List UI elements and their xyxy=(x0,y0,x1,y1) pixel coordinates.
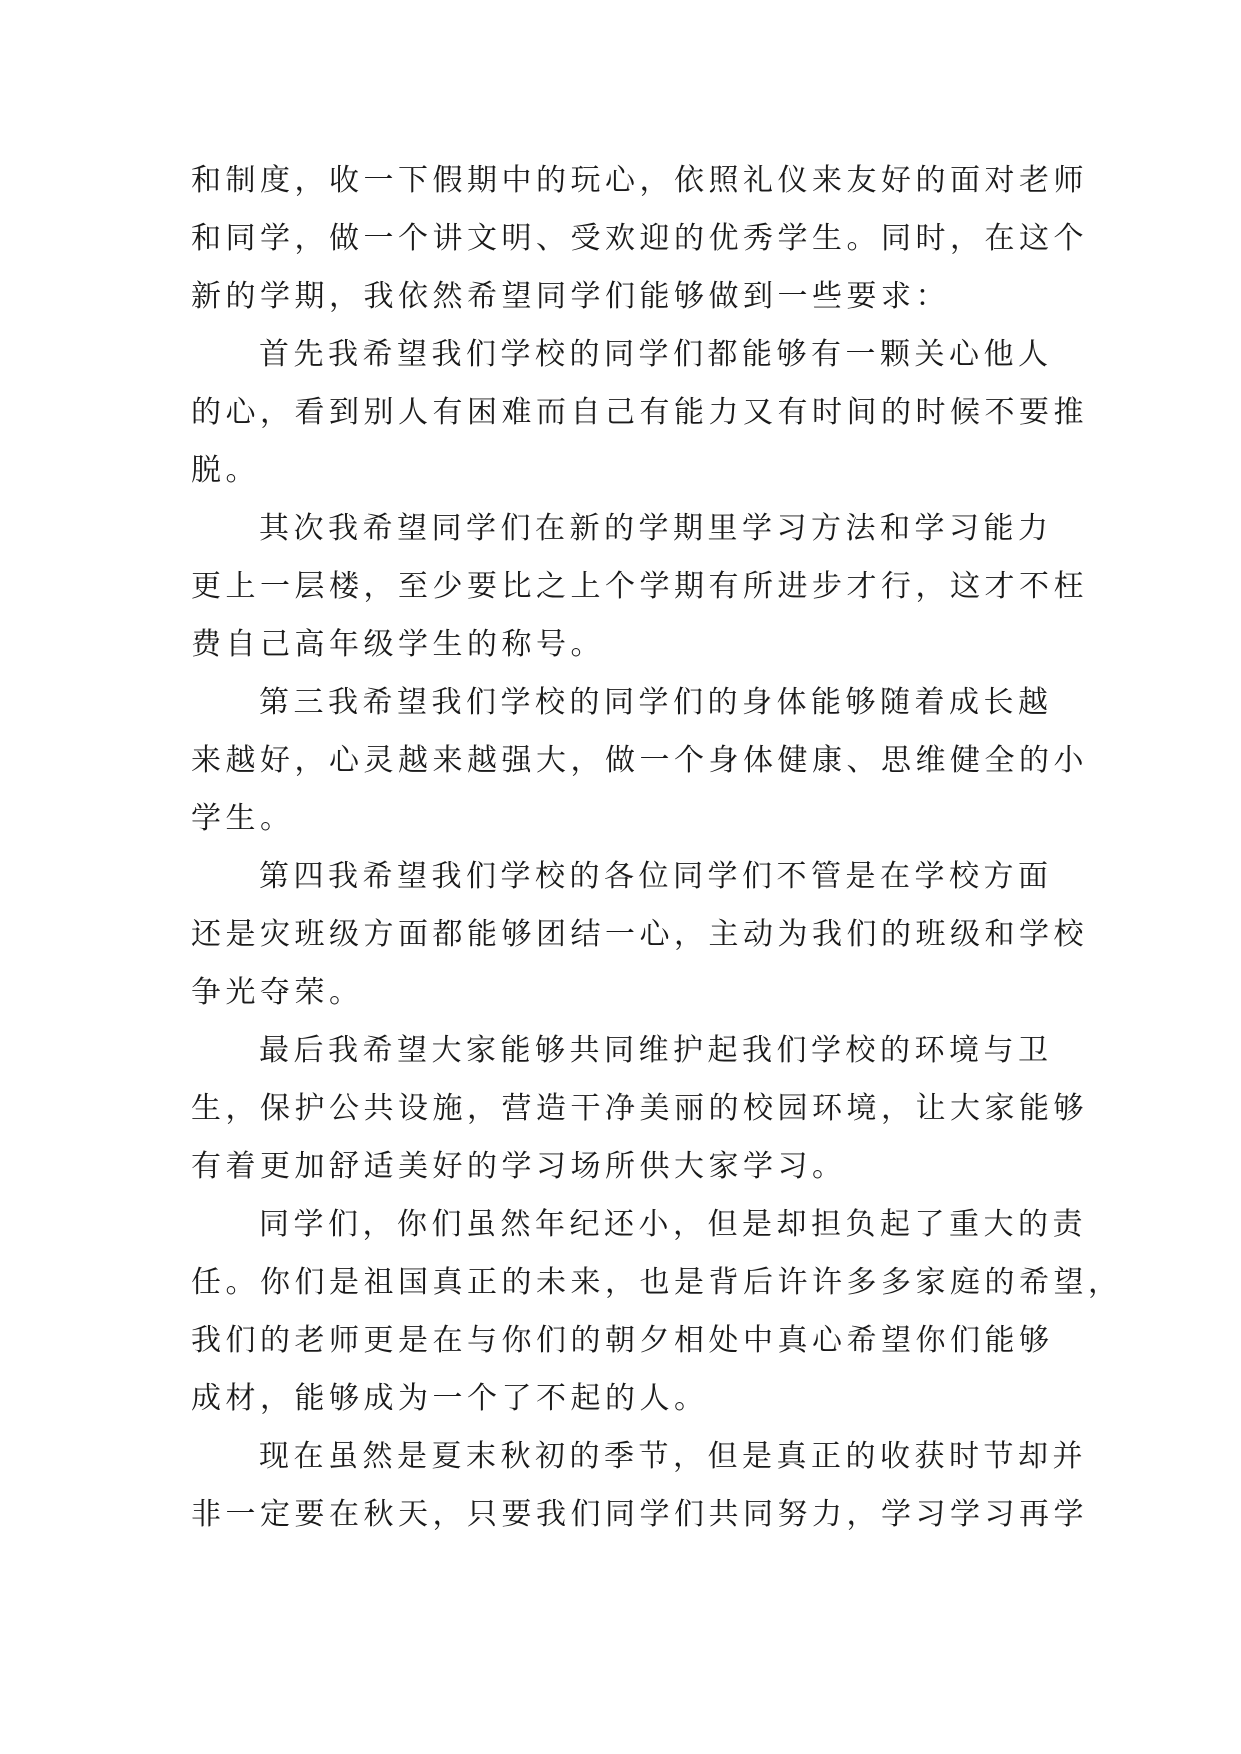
text-line: 学生。 xyxy=(191,801,295,836)
text-line: 脱。 xyxy=(191,453,260,488)
text-line: 有着更加舒适美好的学习场所供大家学习。 xyxy=(191,1149,847,1184)
text-line: 第四我希望我们学校的各位同学们不管是在学校方面 xyxy=(259,859,1053,894)
text-line: 其次我希望同学们在新的学期里学习方法和学习能力 xyxy=(259,511,1053,546)
text-line: 首先我希望我们学校的同学们都能够有一颗关心他人 xyxy=(259,337,1053,372)
text-line: 的心，看到别人有困难而自己有能力又有时间的时候不要推 xyxy=(191,395,1088,430)
text-line: 现在虽然是夏末秋初的季节，但是真正的收获时节却并 xyxy=(259,1439,1087,1474)
text-line: 新的学期，我依然希望同学们能够做到一些要求： xyxy=(191,279,950,314)
text-line: 成材，能够成为一个了不起的人。 xyxy=(191,1381,709,1416)
text-line: 和同学，做一个讲文明、受欢迎的优秀学生。同时，在这个 xyxy=(191,221,1088,256)
text-line: 和制度，收一下假期中的玩心，依照礼仪来友好的面对老师 xyxy=(191,163,1088,198)
text-line: 争光夺荣。 xyxy=(191,975,364,1010)
text-line: 同学们，你们虽然年纪还小，但是却担负起了重大的责 xyxy=(259,1207,1087,1242)
text-line: 还是灾班级方面都能够团结一心，主动为我们的班级和学校 xyxy=(191,917,1088,952)
text-line: 来越好，心灵越来越强大，做一个身体健康、思维健全的小 xyxy=(191,743,1088,778)
text-line: 任。你们是祖国真正的未来，也是背后许许多多家庭的希望， xyxy=(191,1265,1123,1300)
text-line: 费自己高年级学生的称号。 xyxy=(191,627,605,662)
text-line: 第三我希望我们学校的同学们的身体能够随着成长越 xyxy=(259,685,1053,720)
text-line: 我们的老师更是在与你们的朝夕相处中真心希望你们能够 xyxy=(191,1323,1054,1358)
text-line: 非一定要在秋天，只要我们同学们共同努力，学习学习再学 xyxy=(191,1497,1088,1532)
text-line: 最后我希望大家能够共同维护起我们学校的环境与卫 xyxy=(259,1033,1053,1068)
document-body xyxy=(191,152,1123,1544)
text-line: 更上一层楼，至少要比之上个学期有所进步才行，这才不枉 xyxy=(191,569,1088,604)
text-line: 生，保护公共设施，营造干净美丽的校园环境，让大家能够 xyxy=(191,1091,1088,1126)
